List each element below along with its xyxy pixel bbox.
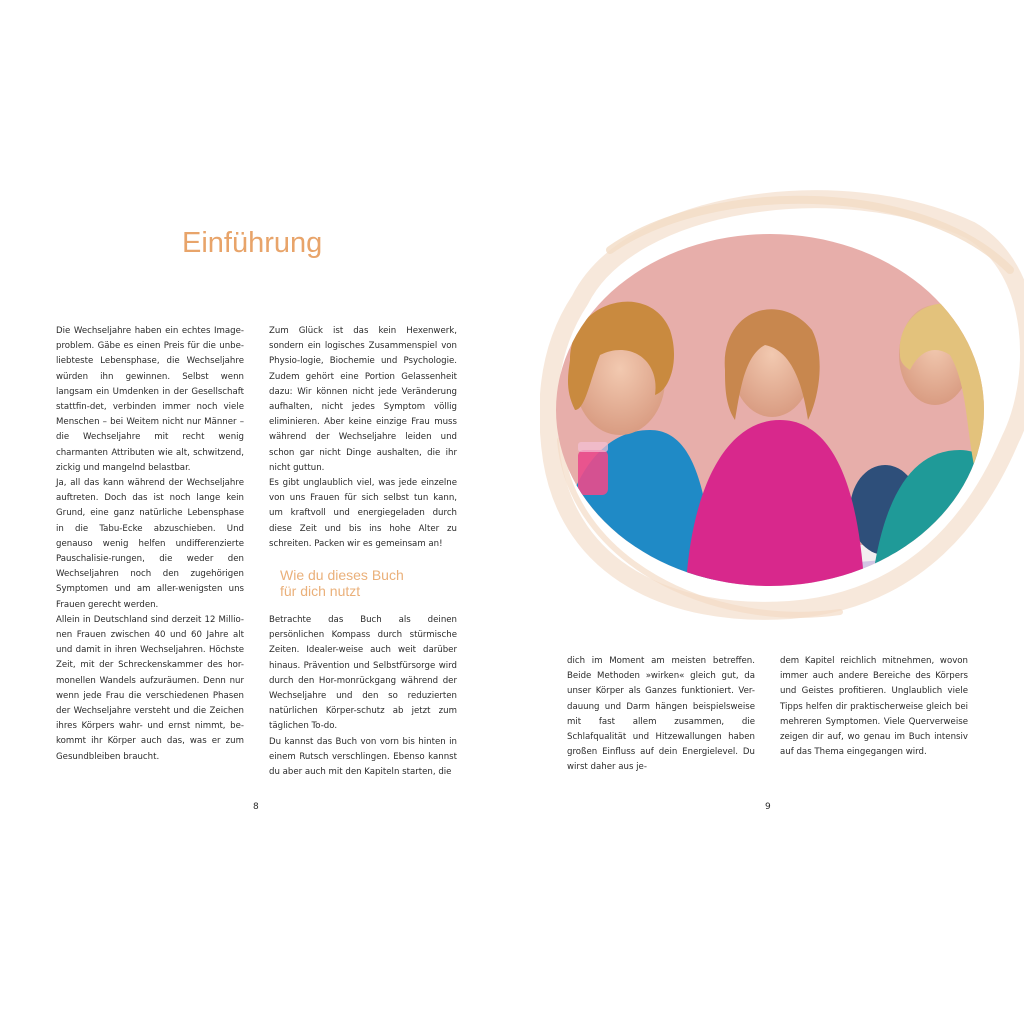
paragraph: Allein in Deutschland sind derzeit 12 Millio-nen Frauen zwischen 40 und 60 Jahre alt und damit in ihren Wechseljahren. Höchste Zeit, mit der Schreckenskammer des hor-monellen Wandels aufzuräumen. Denn nur wenn jede Frau die verschiedenen Phasen der Wechseljahre versteht und die Zeichen ihres Körpers wahr- und ernst nimmt, be-kommt ihr Körper auch das, was er zum Gesundbleiben braucht.	[56, 614, 244, 762]
paragraph: Die Wechseljahre haben ein echtes Image-problem. Gäbe es einen Preis für die unbe-liebteste Lebensphase, die Wechseljahre würden ihn gewinnen. Selbst wenn langsam ein Umdenken in der Gesellschaft stattfin-det, verbinden immer noch viele Menschen – bei Weitem nicht nur Männer – die Wechseljahre mit recht wenig charmanten Attributen wie alt, schwitzend, zickig und mangelnd belastbar.	[56, 326, 244, 473]
photo-figure	[540, 180, 1024, 630]
paragraph: Es gibt unglaublich viel, was jede einzelne von uns Frauen für sich selbst tun kann, um kraftvoll und energiegeladen durch diese Zeit und bis ins hohe Alter zu schreiten. Packen wir es gemeinsam an!	[269, 478, 457, 549]
subheading-line-1: Wie du dieses Buch	[280, 567, 404, 584]
chapter-heading: Einführung	[182, 227, 323, 259]
paragraph: Ja, all das kann während der Wechseljahre auftreten. Doch das ist noch lange kein Grund, eine ganz natürliche Lebensphase in die Tabu-Ecke abzuschieben. Und genauso wenig helfen undifferenzierte Pauschalisie-rungen, die weder den Wechseljahren noch den zugehörigen Symptomen und am aller-wenigsten uns Frauen gerecht werden.	[56, 478, 244, 610]
paragraph: dem Kapitel reichlich mitnehmen, wovon immer auch andere Bereiche des Körpers und Geistes profitieren. Unglaublich viele Tipps helfen dir praktischerweise gleich bei mehreren Symptomen. Viele Querverweise zeigen dir auf, wo genau im Buch intensiv auf das Thema eingegangen wird.	[780, 656, 968, 758]
paragraph: Zum Glück ist das kein Hexenwerk, sondern ein logisches Zusammenspiel von Physio-logie, Biochemie und Psychologie. Zudem gehört eine Portion Gelassenheit dazu: Wir können nicht jede Veränderung aufhalten, nicht jedes Symptom völlig eliminieren. Aber keine einzige Frau muss während der Wechseljahre leiden und schon gar nicht Dinge aushalten, die ihr nicht guttun.	[269, 326, 457, 473]
text-column-2	[269, 324, 457, 780]
page-number-right: 9	[765, 802, 771, 812]
text-column-3	[567, 654, 755, 776]
text-column-1	[56, 324, 244, 765]
text-column-4	[780, 654, 968, 760]
paragraph: Betrachte das Buch als deinen persönlichen Kompass durch stürmische Zeiten. Idealer-weise auch weit darüber hinaus. Prävention und Selbstfürsorge wird durch den Hor-monrückgang während der Wechseljahre und den so reduzierten natürlichen Körper-schutz ab jetzt zum täglichen To-do.	[269, 615, 457, 732]
subheading-line-2: für dich nutzt	[280, 583, 361, 600]
paragraph: Du kannst das Buch von vorn bis hinten in einem Rutsch verschlingen. Ebenso kannst du aber auch mit den Kapiteln starten, die	[269, 736, 457, 778]
paragraph: dich im Moment am meisten betreffen. Beide Methoden »wirken« gleich gut, da unser Körper als Ganzes funktioniert. Ver-dauung und Darm hängen beispielsweise mit fast allem zusammen, die Schlafqualität und Hitzewallungen haben großen Einfluss auf dein Energielevel. Du wirst daher aus je-	[567, 656, 755, 773]
three-women-laughing-photo	[540, 180, 1024, 630]
page-number-left: 8	[253, 802, 259, 812]
section-subheading	[280, 567, 457, 599]
